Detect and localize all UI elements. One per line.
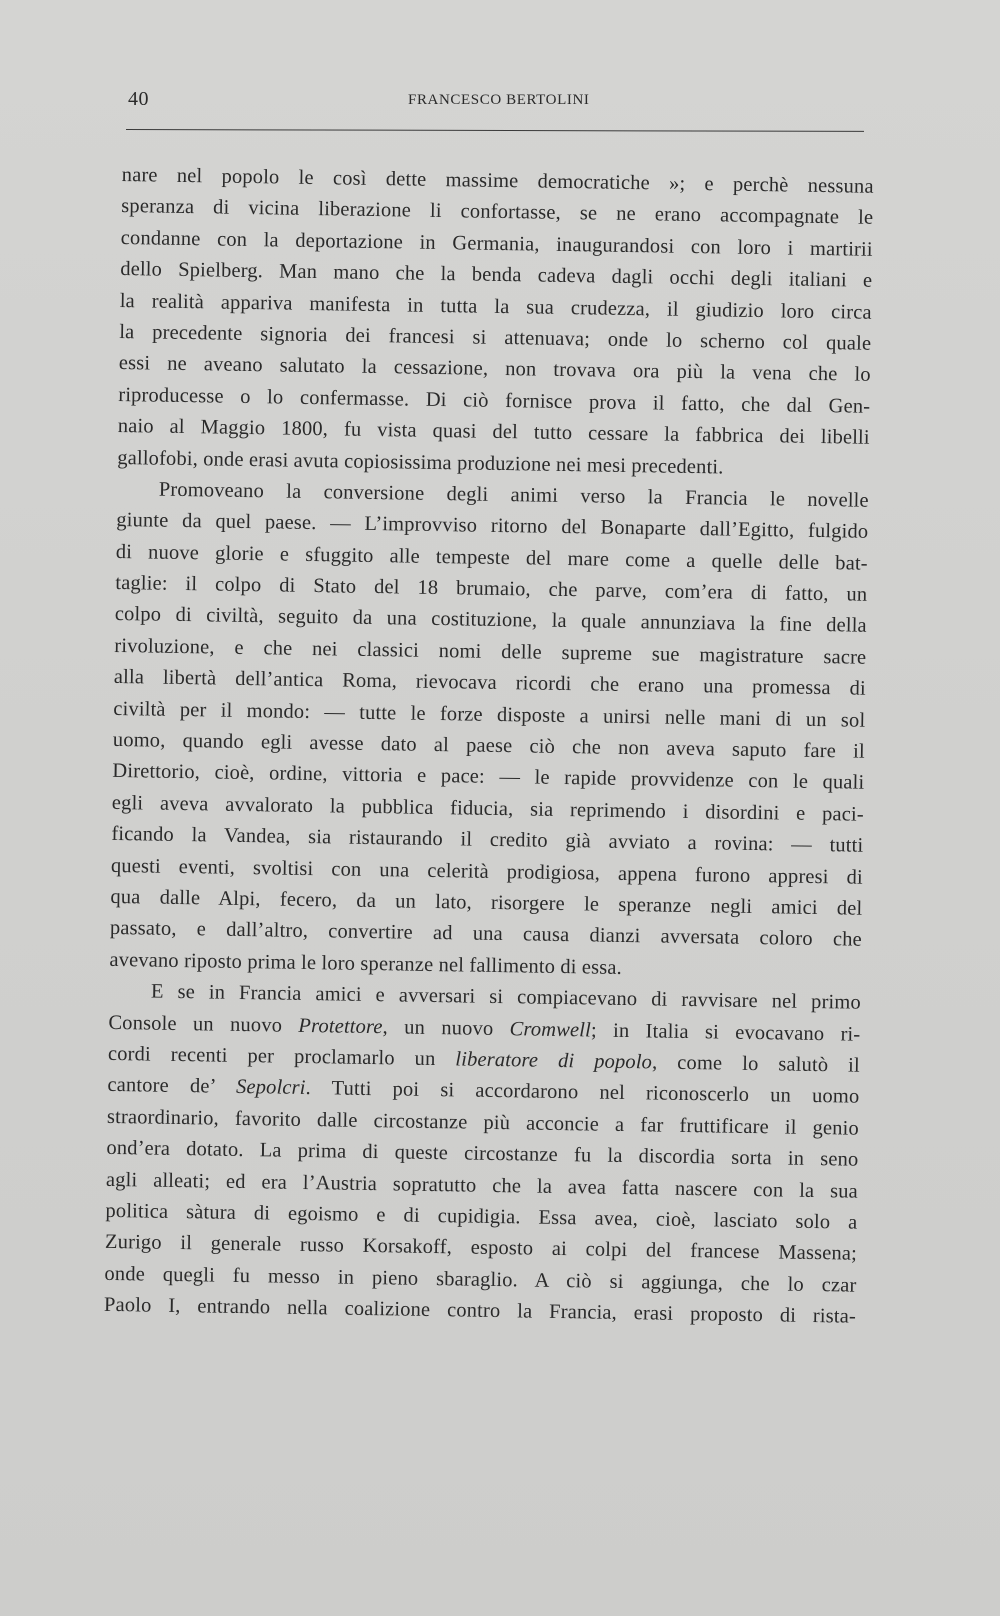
text-line: ficando la Vandea, sia ristaurando il credito già avviato a rovina: — tutti (111, 823, 864, 857)
text-line: essi ne aveano salutato la cessazione, non trovava ora più la vena che lo (118, 352, 871, 387)
text-line: civiltà per il mondo: — tutte le forze disposte a unirsi nelle mani di un sol (113, 697, 866, 732)
text-line: questi eventi, svoltisi con una celerità prodigiosa, appena furono appresi di (110, 854, 863, 889)
text-line: dello Spielberg. Man mano che la benda cadeva dagli occhi degli italiani e (120, 258, 873, 292)
running-head: FRANCESCO BERTOLINI (408, 92, 590, 108)
body-text (104, 160, 874, 1333)
text-line: E se in Francia amici e avversari si compiacevano di ravvisare nel primo (150, 980, 862, 1014)
text-line: riproducesse o lo confermasse. Di ciò fornisce prova il fatto, che dal Gen- (118, 383, 871, 418)
text-line: rivoluzione, e che nei classici nomi delle supreme sue magistrature sacre (114, 634, 867, 669)
text-line: la precedente signoria dei francesi si attenuava; onde lo scherno col quale (119, 320, 872, 355)
text-line: la realità appariva manifesta in tutta la sua crudezza, il giudizio loro circa (119, 289, 872, 324)
text-line: avevano riposto prima le loro speranze nel fallimento di essa. (109, 948, 623, 979)
text-line: passato, e dall’altro, convertire ad una causa dianzi avversata coloro che (109, 917, 863, 952)
text-line: cordi recenti per proclamarlo un liberatore di popolo, come lo salutò il (107, 1042, 861, 1077)
text-line: uomo, quando egli avesse dato al paese ciò che non aveva saputo fare il (112, 728, 865, 763)
text-line: Promoveano la conversione degli animi verso la Francia le novelle (158, 478, 869, 512)
text-line: agli alleati; ed era l’Austria sopratutto che la avea fatta nascere con la sua (105, 1168, 859, 1203)
text-line: egli aveva avvalorato la pubblica fiducia, sia reprimendo i disordini e paci- (111, 791, 864, 826)
page-header (128, 86, 864, 120)
text-line: di nuove glorie e sfuggito alle tempeste del mare come a quelle delle bat- (115, 540, 868, 575)
page-number: 40 (128, 88, 149, 110)
text-line: colpo di civiltà, seguito da una costituzione, la quale annunziava la fine della (114, 603, 867, 638)
text-line: taglie: il colpo di Stato del 18 brumaio, che parve, com’era di fatto, un (115, 572, 868, 606)
text-line: ond’era dotato. La prima di queste circostanze fu la discordia sorta in seno (106, 1136, 859, 1171)
text-line: Zurigo il generale russo Korsakoff, esposto ai colpi del francese Massena; (104, 1231, 858, 1265)
text-line: naio al Maggio 1800, fu vista quasi del tutto cessare la fabbrica dei libelli (117, 415, 870, 449)
text-line: Direttorio, cioè, ordine, vittoria e pace: — le rapide provvidenze con le quali (112, 760, 865, 795)
text-line: condanne con la deportazione in Germania, inaugurandosi con loro i martirii (120, 226, 873, 261)
text-line: Paolo I, entrando nella coalizione contro la Francia, erasi proposto di rista- (103, 1293, 857, 1328)
text-line: onde quegli fu messo in pieno sbaraglio. A ciò si aggiunga, che lo czar (104, 1262, 857, 1297)
text-line: straordinario, favorito dalle circostanze più acconcie a far fruttificare il genio (106, 1105, 860, 1140)
text-line: politica sàtura di egoismo e di cupidigia. Essa avea, cioè, lasciato solo a (105, 1199, 858, 1234)
text-line: speranza di vicina liberazione li confortasse, se ne erano accompagnate le (121, 195, 874, 230)
text-line: alla libertà dell’antica Roma, rievocava ricordi che erano una promessa di (113, 666, 866, 700)
header-rule (126, 129, 864, 132)
text-line: Console un nuovo Protettore, un nuovo Cromwell; in Italia si evocavano ri- (108, 1011, 861, 1046)
text-line: nare nel popolo le così dette massime democratiche »; e perchè nessuna (121, 163, 874, 198)
text-line: giunte da quel paese. — L’improvviso ritorno del Bonaparte dall’Egitto, fulgido (116, 509, 869, 544)
text-line: gallofobi, onde erasi avuta copiosissima produzione nei mesi precedenti. (117, 446, 724, 479)
text-line: qua dalle Alpi, fecero, da un lato, risorgere le speranze negli amici del (110, 885, 863, 920)
text-line: cantore de’ Sepolcri. Tutti poi si accordarono nel riconoscerlo un uomo (107, 1074, 860, 1109)
